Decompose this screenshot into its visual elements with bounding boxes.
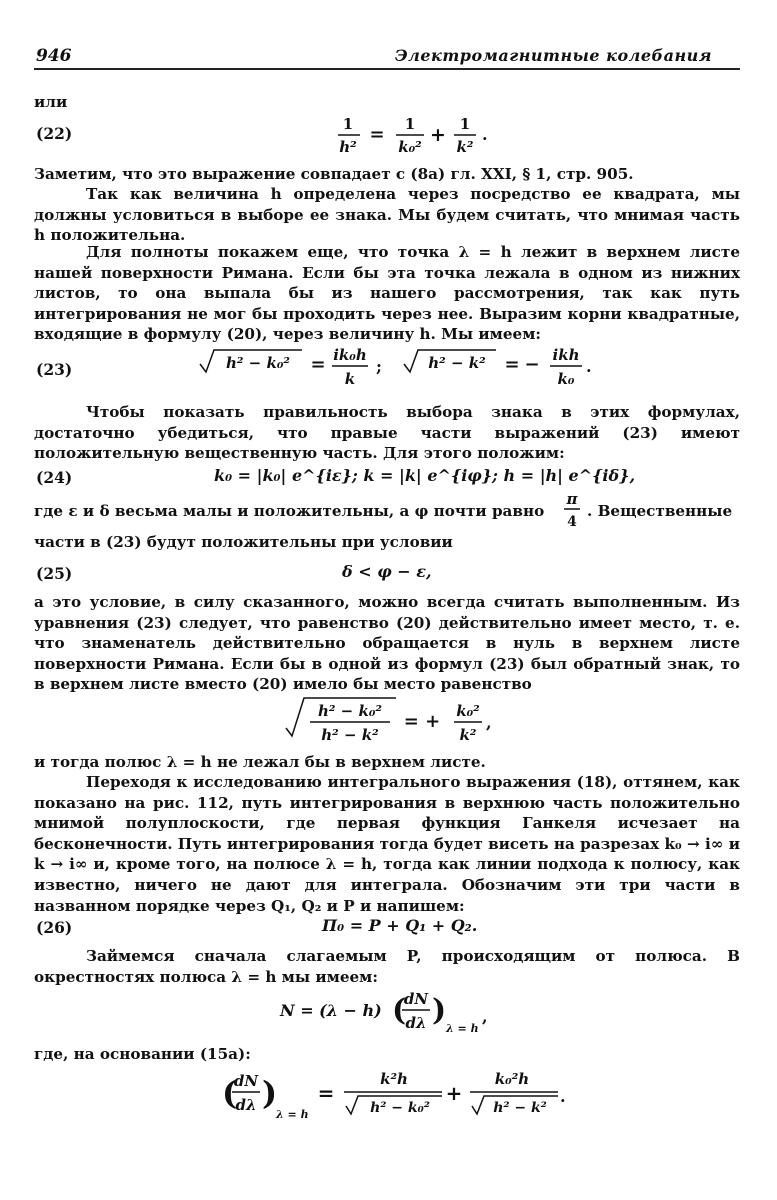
page-header — [34, 46, 740, 70]
eqdN-den: dλ — [235, 1096, 257, 1114]
pi-over-4 — [558, 488, 588, 532]
eqdN-rparen: ) — [262, 1074, 278, 1112]
paragraph-5a: где ε и δ весьма малы и положительны, а φ почти равно — [34, 502, 545, 520]
eqdN-r1: h² − k₀² — [370, 1100, 430, 1116]
eq23-eq1: = — [310, 354, 326, 375]
paragraph-1: Заметим, что это выражение совпадает с (8а) гл. XXI, § 1, стр. 905. — [34, 165, 634, 183]
eqdN-n2: k₀²h — [494, 1070, 530, 1088]
eqr-den-b: k² — [459, 726, 477, 744]
equation-label-22: (22) — [36, 124, 73, 143]
paragraph-6: а это условие, в силу сказанного, можно всегда считать выполненным. Из уравнения (23) следует, что равенство (20) действительно имеет место, т. е. что знаменатель действительно обращается в нуль в верхнем листе поверхности Римана. Если бы в одной из формул (23) был обратный знак, то в верхнем листе вместо (20) имело бы место равенство — [34, 593, 740, 694]
paragraph-7: и тогда полюс λ = h не лежал бы в верхнем листе. — [34, 753, 486, 771]
running-title: Электромагнитные колебания — [394, 46, 712, 65]
eq23-r1: h² − k₀² — [225, 354, 291, 372]
eqdN-num: dN — [233, 1072, 259, 1090]
paragraph-5b: . Вещественные — [587, 502, 733, 520]
eq22-end: . — [482, 125, 488, 144]
eq22-plus: + — [430, 124, 446, 146]
paragraph-2: Так как величина h определена через посредство ее квадрата, мы должны условиться в выборе ее знака. Мы будем считать, что мнимая часть h положительна. — [34, 185, 740, 245]
eqr-end: , — [486, 713, 492, 732]
eqN-rparen: ) — [432, 993, 447, 1028]
eqdN-n1: k²h — [380, 1070, 408, 1088]
paragraph-ili: или — [34, 93, 68, 111]
paragraph-10: где, на основании (15а): — [34, 1045, 251, 1063]
eq23-sep: ; — [376, 357, 382, 376]
eq22-eq: = — [369, 124, 385, 145]
equation-label-26: (26) — [36, 918, 73, 937]
pi-num: π — [566, 490, 578, 508]
equation-26: Π₀ = P + Q₁ + Q₂. — [322, 916, 478, 935]
eqr-num-a: h² − k₀² — [317, 702, 383, 720]
eqdN-plus: + — [445, 1081, 463, 1105]
eq23-r2: h² − k² — [428, 354, 486, 372]
eqN-den: dλ — [405, 1014, 427, 1032]
paragraph-4: Чтобы показать правильность выбора знака в этих формулах, достаточно убедиться, что правые части выражений (23) имеют положительную вещественную часть. Для этого положим: — [34, 403, 740, 463]
eq23-n2: ikh — [552, 346, 580, 364]
eq22-d1: h² — [339, 138, 357, 156]
eqN-num: dN — [403, 990, 429, 1008]
eq22-n1: 1 — [342, 115, 354, 133]
eqr-den-a: h² − k² — [321, 726, 379, 744]
equation-root-ratio — [284, 694, 524, 754]
eqdN-sub: λ = h — [276, 1108, 309, 1121]
eqdN-lparen: ( — [222, 1074, 238, 1112]
eq22-n3: 1 — [459, 115, 471, 133]
eq23-n1: ik₀h — [333, 346, 367, 364]
eqr-rel: = + — [403, 711, 441, 732]
equation-dN — [220, 1066, 570, 1132]
paragraph-5c: части в (23) будут положительны при условии — [34, 533, 453, 551]
equation-label-25: (25) — [36, 564, 73, 583]
eq23-eq2: = — [504, 354, 520, 375]
eqN-lparen: ( — [392, 993, 407, 1028]
equation-24: k₀ = |k₀| e^{iε}; k = |k| e^{iφ}; h = |h| e^{iδ}, — [214, 466, 636, 485]
eqdN-end: . — [560, 1087, 566, 1106]
equation-N — [278, 984, 498, 1040]
equation-22 — [334, 112, 504, 158]
eq22-d3: k² — [456, 138, 474, 156]
eq23-d2: k₀ — [557, 370, 575, 388]
pi-den: 4 — [567, 514, 577, 530]
eq22-n2: 1 — [404, 115, 416, 133]
eq23-d1: k — [344, 370, 356, 388]
equation-label-23: (23) — [36, 360, 73, 379]
eqN-sub: λ = h — [446, 1022, 479, 1035]
page-number: 946 — [36, 46, 72, 66]
eqdN-eq: = — [317, 1081, 335, 1105]
eqdN-r2: h² − k² — [493, 1100, 547, 1116]
eqN-end: , — [482, 1007, 488, 1026]
eq23-end: . — [586, 357, 592, 376]
eqr-num-b: k₀² — [456, 702, 480, 720]
paragraph-3: Для полноты покажем еще, что точка λ = h лежит в верхнем листе нашей поверхности Римана. Если бы эта точка лежала в одном из нижних листов, то она выпала бы из нашего рассмотрения, так как путь интегрирования не мог бы проходить через нее. Выразим корни квадратные, входящие в формулу (20), через величину h. Мы имеем: — [34, 243, 740, 344]
equation-25: δ < φ − ε, — [342, 562, 432, 581]
eq23-minus: − — [524, 354, 540, 375]
equation-23 — [198, 340, 628, 396]
equation-label-24: (24) — [36, 468, 73, 487]
eqN-lhs: N = (λ − h) — [280, 1001, 382, 1020]
paragraph-9: Займемся сначала слагаемым P, происходящим от полюса. В окрестностях полюса λ = h мы имеем: — [34, 947, 740, 986]
eq22-d2: k₀² — [398, 138, 422, 156]
paragraph-8: Переходя к исследованию интегрального выражения (18), оттянем, как показано на рис. 112, путь интегрирования в верхнюю часть положительно мнимой полуплоскости, где первая функция Ганкеля исчезает на бесконечности. Путь интегрирования тогда будет висеть на разрезах k₀ → i∞ и k → i∞ и, кроме того, на полюсе λ = h, тогда как линии подхода к полюсу, как известно, ничего не дают для интеграла. Обозначим эти три части в названном порядке через Q₁, Q₂ и P и напишем: — [34, 773, 740, 915]
